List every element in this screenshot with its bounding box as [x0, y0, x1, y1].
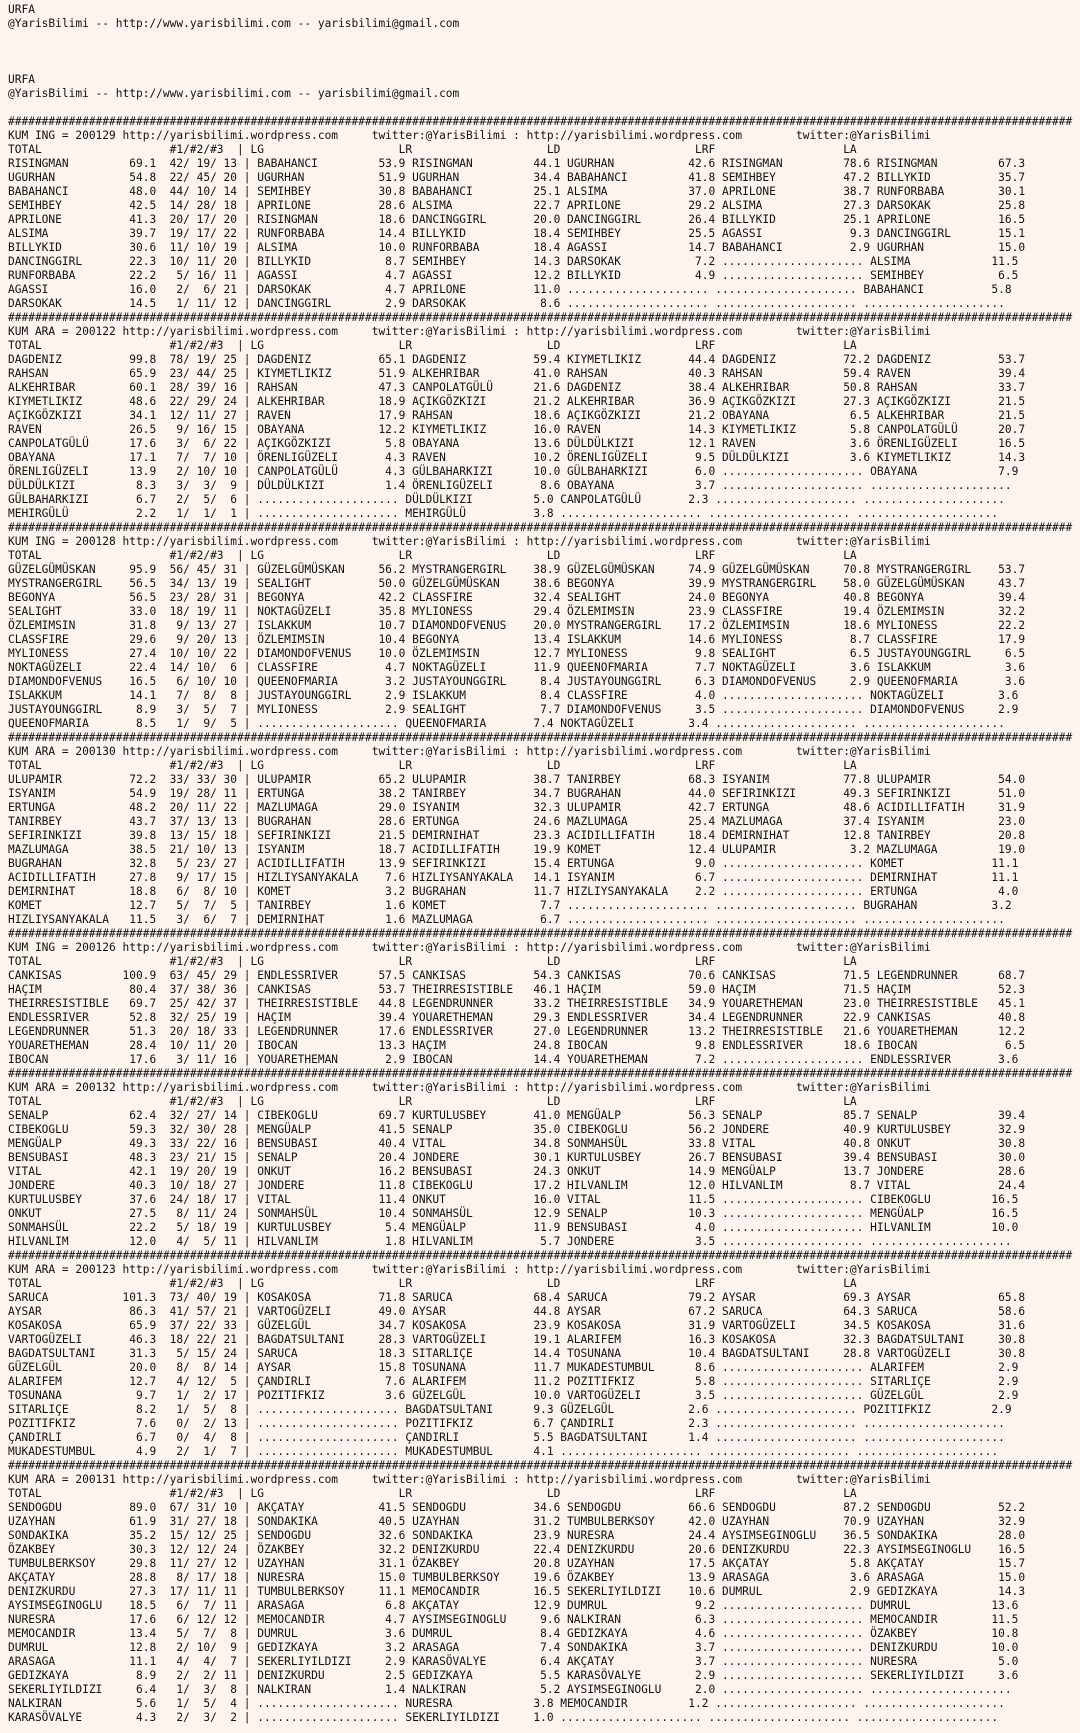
separator-line: ##############################################################################################################################################################	[8, 115, 1073, 128]
table-row: HAÇIM 80.4 37/ 38/ 36 | CANKISAS 53.7 THEIRRESISTIBLE 46.1 HAÇIM 59.0 HAÇIM 71.5 HAÇIM 52.3	[8, 983, 1026, 996]
separator-line: ##############################################################################################################################################################	[8, 1249, 1073, 1262]
table-row: NOKTAGÜZELI 22.4 14/ 10/ 6 | CLASSFIRE 4.7 NOKTAGÜZELI 11.9 QUEENOFMARIA 7.7 NOKTAGÜZELI 3.6 ISLAKKUM 3.6	[8, 661, 1026, 674]
column-header: TOTAL #1/#2/#3 | LG LR LD LRF LA	[8, 339, 857, 352]
table-row: DENIZKURDU 27.3 17/ 11/ 11 | TUMBULBERKSOY 11.1 MEMOCANDIR 16.5 SEKERLIYILDIZI 10.6 DUMRUL 2.9 GEDIZKAYA 14.3	[8, 1585, 1026, 1598]
table-row: CANKISAS 100.9 63/ 45/ 29 | ENDLESSRIVER 57.5 CANKISAS 54.3 CANKISAS 70.6 CANKISAS 71.5 LEGENDRUNNER 68.7	[8, 969, 1026, 982]
table-row: ÖZLEMIMSIN 31.8 9/ 13/ 27 | ISLAKKUM 10.7 DIAMONDOFVENUS 20.0 MYSTRANGERGIRL 17.2 ÖZLEMIMSIN 18.6 MYLIONESS 22.2	[8, 619, 1026, 632]
table-row: KOMET 12.7 5/ 7/ 5 | TANIRBEY 1.6 KOMET 7.7 ..................... ..................... BUGRAHAN 3.2	[8, 899, 1012, 912]
table-row: BABAHANCI 48.0 44/ 10/ 14 | SEMIHBEY 30.8 BABAHANCI 25.1 ALSIMA 37.0 APRILONE 38.7 RUNFORBABA 30.1	[8, 185, 1026, 198]
table-row: AYSAR 86.3 41/ 57/ 21 | VARTOGÜZELI 49.0 AYSAR 44.8 AYSAR 67.2 SARUCA 64.3 SARUCA 58.6	[8, 1305, 1026, 1318]
table-row: SONMAHSÜL 22.2 5/ 18/ 19 | KURTULUSBEY 5.4 MENGÜALP 11.9 BENSUBASI 4.0 ..................... HILVANLIM 10.0	[8, 1221, 1019, 1234]
column-header: TOTAL #1/#2/#3 | LG LR LD LRF LA	[8, 1095, 857, 1108]
separator-line: ##############################################################################################################################################################	[8, 1067, 1073, 1080]
table-row: APRILONE 41.3 20/ 17/ 20 | RISINGMAN 18.6 DANCINGGIRL 20.0 DANCINGGIRL 26.4 BILLYKID 25.1 APRILONE 16.5	[8, 213, 1026, 226]
table-row: DÜLDÜLKIZI 8.3 3/ 3/ 9 | DÜLDÜLKIZI 1.4 ÖRENLIGÜZELI 8.6 OBAYANA 3.7 ..................... .....................	[8, 479, 1012, 492]
table-row: MUKADESTUMBUL 4.9 2/ 1/ 7 | ..................... MUKADESTUMBUL 4.1 ..................... ..................... .....................	[8, 1445, 999, 1458]
table-row: DAGDENIZ 99.8 78/ 19/ 25 | DAGDENIZ 65.1 DAGDENIZ 59.4 KIYMETLIKIZ 44.4 DAGDENIZ 72.2 DAGDENIZ 53.7	[8, 353, 1026, 366]
table-row: ALARIFEM 12.7 4/ 12/ 5 | ÇANDIRLI 7.6 ALARIFEM 11.2 POZITIFKIZ 5.8 ..................... SITARLIÇE 2.9	[8, 1375, 1019, 1388]
table-row: ALKEHRIBAR 60.1 28/ 39/ 16 | RAHSAN 47.3 CANPOLATGÜLÜ 21.6 DAGDENIZ 38.4 ALKEHRIBAR 50.8 RAHSAN 33.7	[8, 381, 1026, 394]
race-header: KUM ARA = 200130 http://yarisbilimi.wordpress.com twitter:@YarisBilimi : http://yarisbilimi.wordpress.com twitter:@YarisBilimi	[8, 745, 931, 758]
table-row: JONDERE 40.3 10/ 18/ 27 | JONDERE 11.8 CIBEKOGLU 17.2 HILVANLIM 12.0 HILVANLIM 8.7 VITAL 24.4	[8, 1179, 1026, 1192]
separator-line: ##############################################################################################################################################################	[8, 927, 1073, 940]
table-row: TUMBULBERKSOY 29.8 11/ 27/ 12 | UZAYHAN 31.1 ÖZAKBEY 20.8 UZAYHAN 17.5 AKÇATAY 5.8 AKÇATAY 15.7	[8, 1557, 1026, 1570]
table-row: BILLYKID 30.6 11/ 10/ 19 | ALSIMA 10.0 RUNFORBABA 18.4 AGASSI 14.7 BABAHANCI 2.9 UGURHAN 15.0	[8, 241, 1026, 254]
table-row: KARASÖVALYE 4.3 2/ 3/ 2 | ..................... SEKERLIYILDIZI 1.0 ..................... ..................... .....................	[8, 1711, 999, 1724]
blank-line	[8, 45, 1080, 59]
table-row: KURTULUSBEY 37.6 24/ 18/ 17 | VITAL 11.4 ONKUT 16.0 VITAL 11.5 ..................... CIBEKOGLU 16.5	[8, 1193, 1019, 1206]
table-row: ÇANDIRLI 6.7 0/ 4/ 8 | ..................... ÇANDIRLI 5.5 BAGDATSULTANI 1.4 ..................... .....................	[8, 1431, 1005, 1444]
table-row: CLASSFIRE 29.6 9/ 20/ 13 | ÖZLEMIMSIN 10.4 BEGONYA 13.4 ISLAKKUM 14.6 MYLIONESS 8.7 CLASSFIRE 17.9	[8, 633, 1026, 646]
table-row: SITARLIÇE 8.2 1/ 5/ 8 | ..................... BAGDATSULTANI 9.3 GÜZELGÜL 2.6 ..................... POZITIFKIZ 2.9	[8, 1403, 1012, 1416]
table-row: BENSUBASI 48.3 23/ 21/ 15 | SENALP 20.4 JONDERE 30.1 KURTULUSBEY 26.7 BENSUBASI 39.4 BENSUBASI 30.0	[8, 1151, 1026, 1164]
table-row: AÇIKGÖZKIZI 34.1 12/ 11/ 27 | RAVEN 17.9 RAHSAN 18.6 AÇIKGÖZKIZI 21.2 OBAYANA 6.5 ALKEHRIBAR 21.5	[8, 409, 1026, 422]
table-row: SENDOGDU 89.0 67/ 31/ 10 | AKÇATAY 41.5 SENDOGDU 34.6 SENDOGDU 66.6 SENDOGDU 87.2 SENDOGDU 52.2	[8, 1501, 1026, 1514]
table-row: KOSAKOSA 65.9 37/ 22/ 33 | GÜZELGÜL 34.7 KOSAKOSA 23.9 KOSAKOSA 31.9 VARTOGÜZELI 34.5 KOSAKOSA 31.6	[8, 1319, 1026, 1332]
page-title: URFA	[8, 3, 35, 16]
table-row: YOUARETHEMAN 28.4 10/ 11/ 20 | IBOCAN 13.3 HAÇIM 24.8 IBOCAN 9.8 ENDLESSRIVER 18.6 IBOCAN 6.5	[8, 1039, 1026, 1052]
column-header: TOTAL #1/#2/#3 | LG LR LD LRF LA	[8, 1487, 857, 1500]
race-header: KUM ING = 200126 http://yarisbilimi.wordpress.com twitter:@YarisBilimi : http://yarisbilimi.wordpress.com twitter:@YarisBilimi	[8, 941, 931, 954]
table-row: GÜLBAHARKIZI 6.7 2/ 5/ 6 | ..................... DÜLDÜLKIZI 5.0 CANPOLATGÜLÜ 2.3 ..................... .....................	[8, 493, 1005, 506]
table-row: MAZLUMAGA 38.5 21/ 10/ 13 | ISYANIM 18.7 ACIDILLIFATIH 19.9 KOMET 12.4 ULUPAMIR 3.2 MAZLUMAGA 19.0	[8, 843, 1026, 856]
column-header: TOTAL #1/#2/#3 | LG LR LD LRF LA	[8, 1277, 857, 1290]
table-row: ARASAGA 11.1 4/ 4/ 7 | SEKERLIYILDIZI 2.9 KARASÖVALYE 6.4 AKÇATAY 3.7 ..................... NURESRA 5.0	[8, 1655, 1019, 1668]
table-row: NALKIRAN 5.6 1/ 5/ 4 | ..................... NURESRA 3.8 MEMOCANDIR 1.2 ..................... .....................	[8, 1697, 1005, 1710]
table-row: ONKUT 27.5 8/ 11/ 24 | SONMAHSÜL 10.4 SONMAHSÜL 12.9 SENALP 10.3 ..................... MENGÜALP 16.5	[8, 1207, 1019, 1220]
table-row: TOSUNANA 9.7 1/ 2/ 17 | POZITIFKIZ 3.6 GÜZELGÜL 10.0 VARTOGÜZELI 3.5 ..................... GÜZELGÜL 2.9	[8, 1389, 1019, 1402]
table-row: SEFIRINKIZI 39.8 13/ 15/ 18 | SEFIRINKIZI 21.5 DEMIRNIHAT 23.3 ACIDILLIFATIH 18.4 DEMIRNIHAT 12.8 TANIRBEY 20.8	[8, 829, 1026, 842]
table-row: RISINGMAN 69.1 42/ 19/ 13 | BABAHANCI 53.9 RISINGMAN 44.1 UGURHAN 42.6 RISINGMAN 78.6 RISINGMAN 67.3	[8, 157, 1026, 170]
table-row: MYLIONESS 27.4 10/ 10/ 22 | DIAMONDOFVENUS 10.0 ÖZLEMIMSIN 12.7 MYLIONESS 9.8 SEALIGHT 6.5 JUSTAYOUNGGIRL 6.5	[8, 647, 1026, 660]
table-row: ÖRENLIGÜZELI 13.9 2/ 10/ 10 | CANPOLATGÜLÜ 4.3 GÜLBAHARKIZI 10.0 GÜLBAHARKIZI 6.0 ..................... OBAYANA 7.9	[8, 465, 1019, 478]
race-header: KUM ING = 200129 http://yarisbilimi.wordpress.com twitter:@YarisBilimi : http://yarisbilimi.wordpress.com twitter:@YarisBilimi	[8, 129, 931, 142]
contact-line: @YarisBilimi -- http://www.yarisbilimi.com -- yarisbilimi@gmail.com	[8, 87, 460, 100]
race-header: KUM ARA = 200123 http://yarisbilimi.wordpress.com twitter:@YarisBilimi : http://yarisbilimi.wordpress.com twitter:@YarisBilimi	[8, 1263, 931, 1276]
table-row: RAVEN 26.5 9/ 16/ 15 | OBAYANA 12.2 KIYMETLIKIZ 16.0 RAVEN 14.3 KIYMETLIKIZ 5.8 CANPOLATGÜLÜ 20.7	[8, 423, 1026, 436]
table-row: OBAYANA 17.1 7/ 7/ 10 | ÖRENLIGÜZELI 4.3 RAVEN 10.2 ÖRENLIGÜZELI 9.5 DÜLDÜLKIZI 3.6 KIYMETLIKIZ 14.3	[8, 451, 1026, 464]
separator-line: ##############################################################################################################################################################	[8, 1459, 1073, 1472]
table-row: MEMOCANDIR 13.4 5/ 7/ 8 | DUMRUL 3.6 DUMRUL 8.4 GEDIZKAYA 4.6 ..................... ÖZAKBEY 10.8	[8, 1627, 1019, 1640]
table-row: DARSOKAK 14.5 1/ 11/ 12 | DANCINGGIRL 2.9 DARSOKAK 8.6 ..................... ..................... .....................	[8, 297, 1005, 310]
separator-line: ##############################################################################################################################################################	[8, 731, 1073, 744]
table-row: IBOCAN 17.6 3/ 11/ 16 | YOUARETHEMAN 2.9 IBOCAN 14.4 YOUARETHEMAN 7.2 ..................... ENDLESSRIVER 3.6	[8, 1053, 1019, 1066]
table-row: GÜZELGÜMÜSKAN 95.9 56/ 45/ 31 | GÜZELGÜMÜSKAN 56.2 MYSTRANGERGIRL 38.9 GÜZELGÜMÜSKAN 74.9 GÜZELGÜMÜSKAN 70.8 MYSTRANGERGIRL 53.7	[8, 563, 1026, 576]
table-row: SONDAKIKA 35.2 15/ 12/ 25 | SENDOGDU 32.6 SONDAKIKA 23.9 NURESRA 24.4 AYSIMSEGINOGLU 36.5 SONDAKIKA 28.0	[8, 1529, 1026, 1542]
table-row: BEGONYA 56.5 23/ 28/ 31 | BEGONYA 42.2 CLASSFIRE 32.4 SEALIGHT 24.0 BEGONYA 40.8 BEGONYA 39.4	[8, 591, 1026, 604]
table-row: DUMRUL 12.8 2/ 10/ 9 | GEDIZKAYA 3.2 ARASAGA 7.4 SONDAKIKA 3.7 ..................... DENIZKURDU 10.0	[8, 1641, 1019, 1654]
table-row: ULUPAMIR 72.2 33/ 33/ 30 | ULUPAMIR 65.2 ULUPAMIR 38.7 TANIRBEY 68.3 ISYANIM 77.8 ULUPAMIR 54.0	[8, 773, 1026, 786]
table-row: POZITIFKIZ 7.6 0/ 2/ 13 | ..................... POZITIFKIZ 6.7 ÇANDIRLI 2.3 ..................... .....................	[8, 1417, 1005, 1430]
separator-line: ##############################################################################################################################################################	[8, 521, 1073, 534]
table-row: VARTOGÜZELI 46.3 18/ 22/ 21 | BAGDATSULTANI 28.3 VARTOGÜZELI 19.1 ALARIFEM 16.3 KOSAKOSA 32.3 BAGDATSULTANI 30.8	[8, 1333, 1026, 1346]
column-header: TOTAL #1/#2/#3 | LG LR LD LRF LA	[8, 143, 857, 156]
blank-line	[8, 31, 1080, 45]
table-row: GEDIZKAYA 8.9 2/ 2/ 11 | DENIZKURDU 2.5 GEDIZKAYA 5.5 KARASÖVALYE 2.9 ..................... SEKERLIYILDIZI 3.6	[8, 1669, 1019, 1682]
table-row: MEHIRGÜLÜ 2.2 1/ 1/ 1 | ..................... MEHIRGÜLÜ 3.8 ..................... ..................... .....................	[8, 507, 999, 520]
column-header: TOTAL #1/#2/#3 | LG LR LD LRF LA	[8, 759, 857, 772]
table-row: HIZLIYSANYAKALA 11.5 3/ 6/ 7 | DEMIRNIHAT 1.6 MAZLUMAGA 6.7 ..................... ..................... .....................	[8, 913, 1005, 926]
separator-line: ##############################################################################################################################################################	[8, 311, 1073, 324]
table-row: CANPOLATGÜLÜ 17.6 3/ 6/ 22 | AÇIKGÖZKIZI 5.8 OBAYANA 13.6 DÜLDÜLKIZI 12.1 RAVEN 3.6 ÖRENLIGÜZELI 16.5	[8, 437, 1026, 450]
table-row: NURESRA 17.6 6/ 12/ 12 | MEMOCANDIR 4.7 AYSIMSEGINOGLU 9.6 NALKIRAN 6.3 ..................... MEMOCANDIR 11.5	[8, 1613, 1019, 1626]
table-row: ISLAKKUM 14.1 7/ 8/ 8 | JUSTAYOUNGGIRL 2.9 ISLAKKUM 8.4 CLASSFIRE 4.0 ..................... NOKTAGÜZELI 3.6	[8, 689, 1019, 702]
table-row: BAGDATSULTANI 31.3 5/ 15/ 24 | SARUCA 18.3 SITARLIÇE 14.4 TOSUNANA 10.4 BAGDATSULTANI 28.8 VARTOGÜZELI 30.8	[8, 1347, 1026, 1360]
table-row: VITAL 42.1 19/ 20/ 19 | ONKUT 16.2 BENSUBASI 24.3 ONKUT 14.9 MENGÜALP 13.7 JONDERE 28.6	[8, 1165, 1026, 1178]
table-row: ÖZAKBEY 30.3 12/ 12/ 24 | ÖZAKBEY 32.2 DENIZKURDU 22.4 DENIZKURDU 20.6 DENIZKURDU 22.3 AYSIMSEGINOGLU 16.5	[8, 1543, 1026, 1556]
blank-line	[8, 101, 1080, 115]
table-row: JUSTAYOUNGGIRL 8.9 3/ 5/ 7 | MYLIONESS 2.9 SEALIGHT 7.7 DIAMONDOFVENUS 3.5 ..................... DIAMONDOFVENUS 2.9	[8, 703, 1019, 716]
blank-line	[8, 59, 1080, 73]
race-header: KUM ING = 200128 http://yarisbilimi.wordpress.com twitter:@YarisBilimi : http://yarisbilimi.wordpress.com twitter:@YarisBilimi	[8, 535, 931, 548]
column-header: TOTAL #1/#2/#3 | LG LR LD LRF LA	[8, 549, 857, 562]
race-header: KUM ARA = 200122 http://yarisbilimi.wordpress.com twitter:@YarisBilimi : http://yarisbilimi.wordpress.com twitter:@YarisBilimi	[8, 325, 931, 338]
table-row: THEIRRESISTIBLE 69.7 25/ 42/ 37 | THEIRRESISTIBLE 44.8 LEGENDRUNNER 33.2 THEIRRESISTIBLE 34.9 YOUARETHEMAN 23.0 THEIRRESISTIBLE 45.1	[8, 997, 1026, 1010]
table-row: RUNFORBABA 22.2 5/ 16/ 11 | AGASSI 4.7 AGASSI 12.2 BILLYKID 4.9 ..................... SEMIHBEY 6.5	[8, 269, 1019, 282]
table-row: GÜZELGÜL 20.0 8/ 8/ 14 | AYSAR 15.8 TOSUNANA 11.7 MUKADESTUMBUL 8.6 ..................... ALARIFEM 2.9	[8, 1361, 1019, 1374]
table-row: DANCINGGIRL 22.3 10/ 11/ 20 | BILLYKID 8.7 SEMIHBEY 14.3 DARSOKAK 7.2 ..................... ALSIMA 11.5	[8, 255, 1019, 268]
table-row: AGASSI 16.0 2/ 6/ 21 | DARSOKAK 4.7 APRILONE 11.0 ..................... ..................... BABAHANCI 5.8	[8, 283, 1012, 296]
table-row: ALSIMA 39.7 19/ 17/ 22 | RUNFORBABA 14.4 BILLYKID 18.4 SEMIHBEY 25.5 AGASSI 9.3 DANCINGGIRL 15.1	[8, 227, 1026, 240]
table-row: SENALP 62.4 32/ 27/ 14 | CIBEKOGLU 69.7 KURTULUSBEY 41.0 MENGÜALP 56.3 SENALP 85.7 SENALP 39.4	[8, 1109, 1026, 1122]
table-row: HILVANLIM 12.0 4/ 5/ 11 | HILVANLIM 1.8 HILVANLIM 5.7 JONDERE 3.5 ..................... .....................	[8, 1235, 1012, 1248]
table-row: SEMIHBEY 42.5 14/ 28/ 18 | APRILONE 28.6 ALSIMA 22.7 APRILONE 29.2 ALSIMA 27.3 DARSOKAK 25.8	[8, 199, 1026, 212]
contact-line: @YarisBilimi -- http://www.yarisbilimi.com -- yarisbilimi@gmail.com	[8, 17, 460, 30]
table-row: ACIDILLIFATIH 27.8 9/ 17/ 15 | HIZLIYSANYAKALA 7.6 HIZLIYSANYAKALA 14.1 ISYANIM 6.7 ..................... DEMIRNIHAT 11.1	[8, 871, 1019, 884]
table-row: LEGENDRUNNER 51.3 20/ 18/ 33 | LEGENDRUNNER 17.6 ENDLESSRIVER 27.0 LEGENDRUNNER 13.2 THEIRRESISTIBLE 21.6 YOUARETHEMAN 12.2	[8, 1025, 1026, 1038]
table-row: TANIRBEY 43.7 37/ 13/ 13 | BUGRAHAN 28.6 ERTUNGA 24.6 MAZLUMAGA 25.4 MAZLUMAGA 37.4 ISYANIM 23.0	[8, 815, 1026, 828]
table-row: SARUCA 101.3 73/ 40/ 19 | KOSAKOSA 71.8 SARUCA 68.4 SARUCA 79.2 AYSAR 69.3 AYSAR 65.8	[8, 1291, 1026, 1304]
race-header: KUM ARA = 200131 http://yarisbilimi.wordpress.com twitter:@YarisBilimi : http://yarisbilimi.wordpress.com twitter:@YarisBilimi	[8, 1473, 931, 1486]
table-row: MYSTRANGERGIRL 56.5 34/ 13/ 19 | SEALIGHT 50.0 GÜZELGÜMÜSKAN 38.6 BEGONYA 39.9 MYSTRANGERGIRL 58.0 GÜZELGÜMÜSKAN 43.7	[8, 577, 1026, 590]
column-header: TOTAL #1/#2/#3 | LG LR LD LRF LA	[8, 955, 857, 968]
table-row: ISYANIM 54.9 19/ 28/ 11 | ERTUNGA 38.2 TANIRBEY 34.7 BUGRAHAN 44.0 SEFIRINKIZI 49.3 SEFIRINKIZI 51.0	[8, 787, 1026, 800]
table-row: RAHSAN 65.9 23/ 44/ 25 | KIYMETLIKIZ 51.9 ALKEHRIBAR 41.0 RAHSAN 40.3 RAHSAN 59.4 RAVEN 39.4	[8, 367, 1026, 380]
table-row: ERTUNGA 48.2 20/ 11/ 22 | MAZLUMAGA 29.0 ISYANIM 32.3 ULUPAMIR 42.7 ERTUNGA 48.6 ACIDILLIFATIH 31.9	[8, 801, 1026, 814]
race-header: KUM ARA = 200132 http://yarisbilimi.wordpress.com twitter:@YarisBilimi : http://yarisbilimi.wordpress.com twitter:@YarisBilimi	[8, 1081, 931, 1094]
table-row: AYSIMSEGINOGLU 18.5 6/ 7/ 11 | ARASAGA 6.8 AKÇATAY 12.9 DUMRUL 9.2 ..................... DUMRUL 13.6	[8, 1599, 1019, 1612]
table-row: UZAYHAN 61.9 31/ 27/ 18 | SONDAKIKA 40.5 UZAYHAN 31.2 TUMBULBERKSOY 42.0 UZAYHAN 70.9 UZAYHAN 32.9	[8, 1515, 1026, 1528]
table-row: MENGÜALP 49.3 33/ 22/ 16 | BENSUBASI 40.4 VITAL 34.8 SONMAHSÜL 33.8 VITAL 40.8 ONKUT 30.8	[8, 1137, 1026, 1150]
table-row: ENDLESSRIVER 52.8 32/ 25/ 19 | HAÇIM 39.4 YOUARETHEMAN 29.3 ENDLESSRIVER 34.4 LEGENDRUNNER 22.9 CANKISAS 40.8	[8, 1011, 1026, 1024]
table-row: DEMIRNIHAT 18.8 6/ 8/ 10 | KOMET 3.2 BUGRAHAN 11.7 HIZLIYSANYAKALA 2.2 ..................... ERTUNGA 4.0	[8, 885, 1019, 898]
page-title: URFA	[8, 73, 35, 86]
table-row: SEALIGHT 33.0 18/ 19/ 11 | NOKTAGÜZELI 35.8 MYLIONESS 29.4 ÖZLEMIMSIN 23.9 CLASSFIRE 19.4 ÖZLEMIMSIN 32.2	[8, 605, 1026, 618]
table-row: UGURHAN 54.8 22/ 45/ 20 | UGURHAN 51.9 UGURHAN 34.4 BABAHANCI 41.8 SEMIHBEY 47.2 BILLYKID 35.7	[8, 171, 1026, 184]
table-row: AKÇATAY 28.8 8/ 17/ 18 | NURESRA 15.0 TUMBULBERKSOY 19.6 ÖZAKBEY 13.9 ARASAGA 3.6 ARASAGA 15.0	[8, 1571, 1026, 1584]
table-row: BUGRAHAN 32.8 5/ 23/ 27 | ACIDILLIFATIH 13.9 SEFIRINKIZI 15.4 ERTUNGA 9.0 ..................... KOMET 11.1	[8, 857, 1019, 870]
table-row: KIYMETLIKIZ 48.6 22/ 29/ 24 | ALKEHRIBAR 18.9 AÇIKGÖZKIZI 21.2 ALKEHRIBAR 36.9 AÇIKGÖZKIZI 27.3 AÇIKGÖZKIZI 21.5	[8, 395, 1026, 408]
table-row: DIAMONDOFVENUS 16.5 6/ 10/ 10 | QUEENOFMARIA 3.2 JUSTAYOUNGGIRL 8.4 JUSTAYOUNGGIRL 6.3 DIAMONDOFVENUS 2.9 QUEENOFMARIA 3.6	[8, 675, 1026, 688]
table-row: CIBEKOGLU 59.3 32/ 30/ 28 | MENGÜALP 41.5 SENALP 35.0 CIBEKOGLU 56.2 JONDERE 40.9 KURTULUSBEY 32.9	[8, 1123, 1026, 1136]
table-row: SEKERLIYILDIZI 6.4 1/ 3/ 8 | NALKIRAN 1.4 NALKIRAN 5.2 AYSIMSEGINOGLU 2.0 ..................... .....................	[8, 1683, 1012, 1696]
table-row: QUEENOFMARIA 8.5 1/ 9/ 5 | ..................... QUEENOFMARIA 7.4 NOKTAGÜZELI 3.4 ..................... .....................	[8, 717, 1005, 730]
